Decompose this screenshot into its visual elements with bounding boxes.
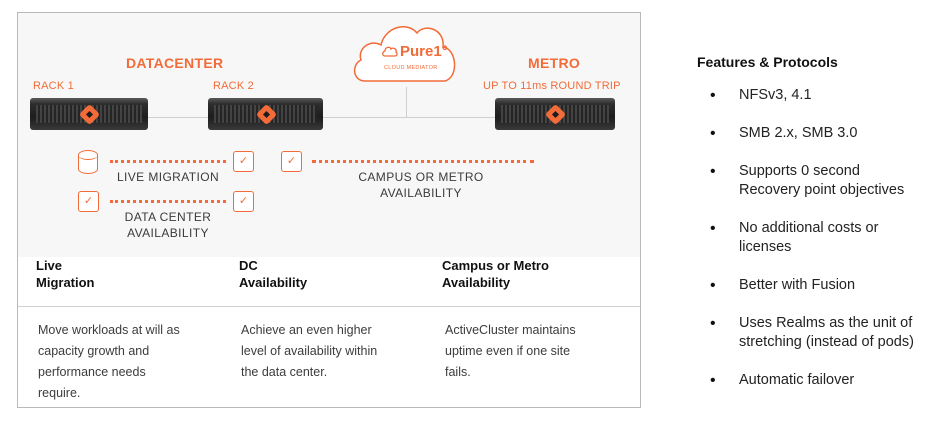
- metro-connector: [323, 117, 495, 118]
- datacenter-heading: DATACENTER: [126, 55, 224, 71]
- campus-availability-caption: CAMPUS OR METRO AVAILABILITY: [358, 170, 484, 200]
- metro-array: [495, 98, 615, 130]
- rack1-label: RACK 1: [33, 80, 74, 92]
- rack-connector: [148, 117, 208, 118]
- list-item: • SMB 2.x, SMB 3.0: [710, 124, 946, 143]
- live-migration-caption: LIVE MIGRATION: [116, 170, 220, 184]
- column-title-campus-availability: Campus or Metro Availability: [442, 258, 549, 290]
- rack2-array: [208, 98, 323, 130]
- checked-volume-icon: ✓: [78, 191, 99, 212]
- metro-latency-label: UP TO 11ms ROUND TRIP: [483, 80, 621, 92]
- metro-replication-link: [312, 160, 534, 163]
- cloud-brand: Pure1°: [400, 43, 448, 60]
- list-item: • Supports 0 second Recovery point objectives: [710, 162, 946, 200]
- cloud-logo-icon: [382, 45, 398, 57]
- list-item: • Automatic failover: [710, 371, 946, 390]
- list-item: • NFSv3, 4.1: [710, 86, 946, 105]
- solution-panel: [17, 12, 641, 408]
- dc-availability-caption: DATA CENTER AVAILABILITY: [124, 210, 212, 240]
- list-item: • Uses Realms as the unit of stretching (instead of pods): [710, 314, 946, 352]
- dc-availability-link: [110, 200, 226, 203]
- cloud-mediator-label: CLOUD MEDIATOR: [384, 65, 438, 71]
- metro-heading: METRO: [528, 55, 581, 71]
- list-item: • No additional costs or licenses: [710, 219, 946, 257]
- checked-volume-icon: ✓: [233, 151, 254, 172]
- checked-volume-icon: ✓: [281, 151, 302, 172]
- list-item: • Better with Fusion: [710, 276, 946, 295]
- mediator-connector: [406, 87, 407, 117]
- features-list: [710, 86, 946, 390]
- rack2-label: RACK 2: [213, 80, 254, 92]
- column-text-campus-availability: ActiveCluster maintains uptime even if one site fails.: [445, 323, 576, 379]
- column-text-dc-availability: Achieve an even higher level of availability within the data center.: [241, 323, 378, 379]
- column-title-dc-availability: DC Availability: [239, 258, 308, 290]
- features-title: Features & Protocols: [697, 54, 838, 70]
- database-icon: [78, 150, 98, 174]
- column-title-live-migration: Live Migration: [36, 258, 95, 290]
- topology-diagram: [18, 13, 640, 257]
- live-migration-link: [110, 160, 226, 163]
- checked-volume-icon: ✓: [233, 191, 254, 212]
- divider: [18, 306, 640, 307]
- column-text-live-migration: Move workloads at will as capacity growth and performance needs require.: [38, 323, 180, 400]
- rack1-array: [30, 98, 148, 130]
